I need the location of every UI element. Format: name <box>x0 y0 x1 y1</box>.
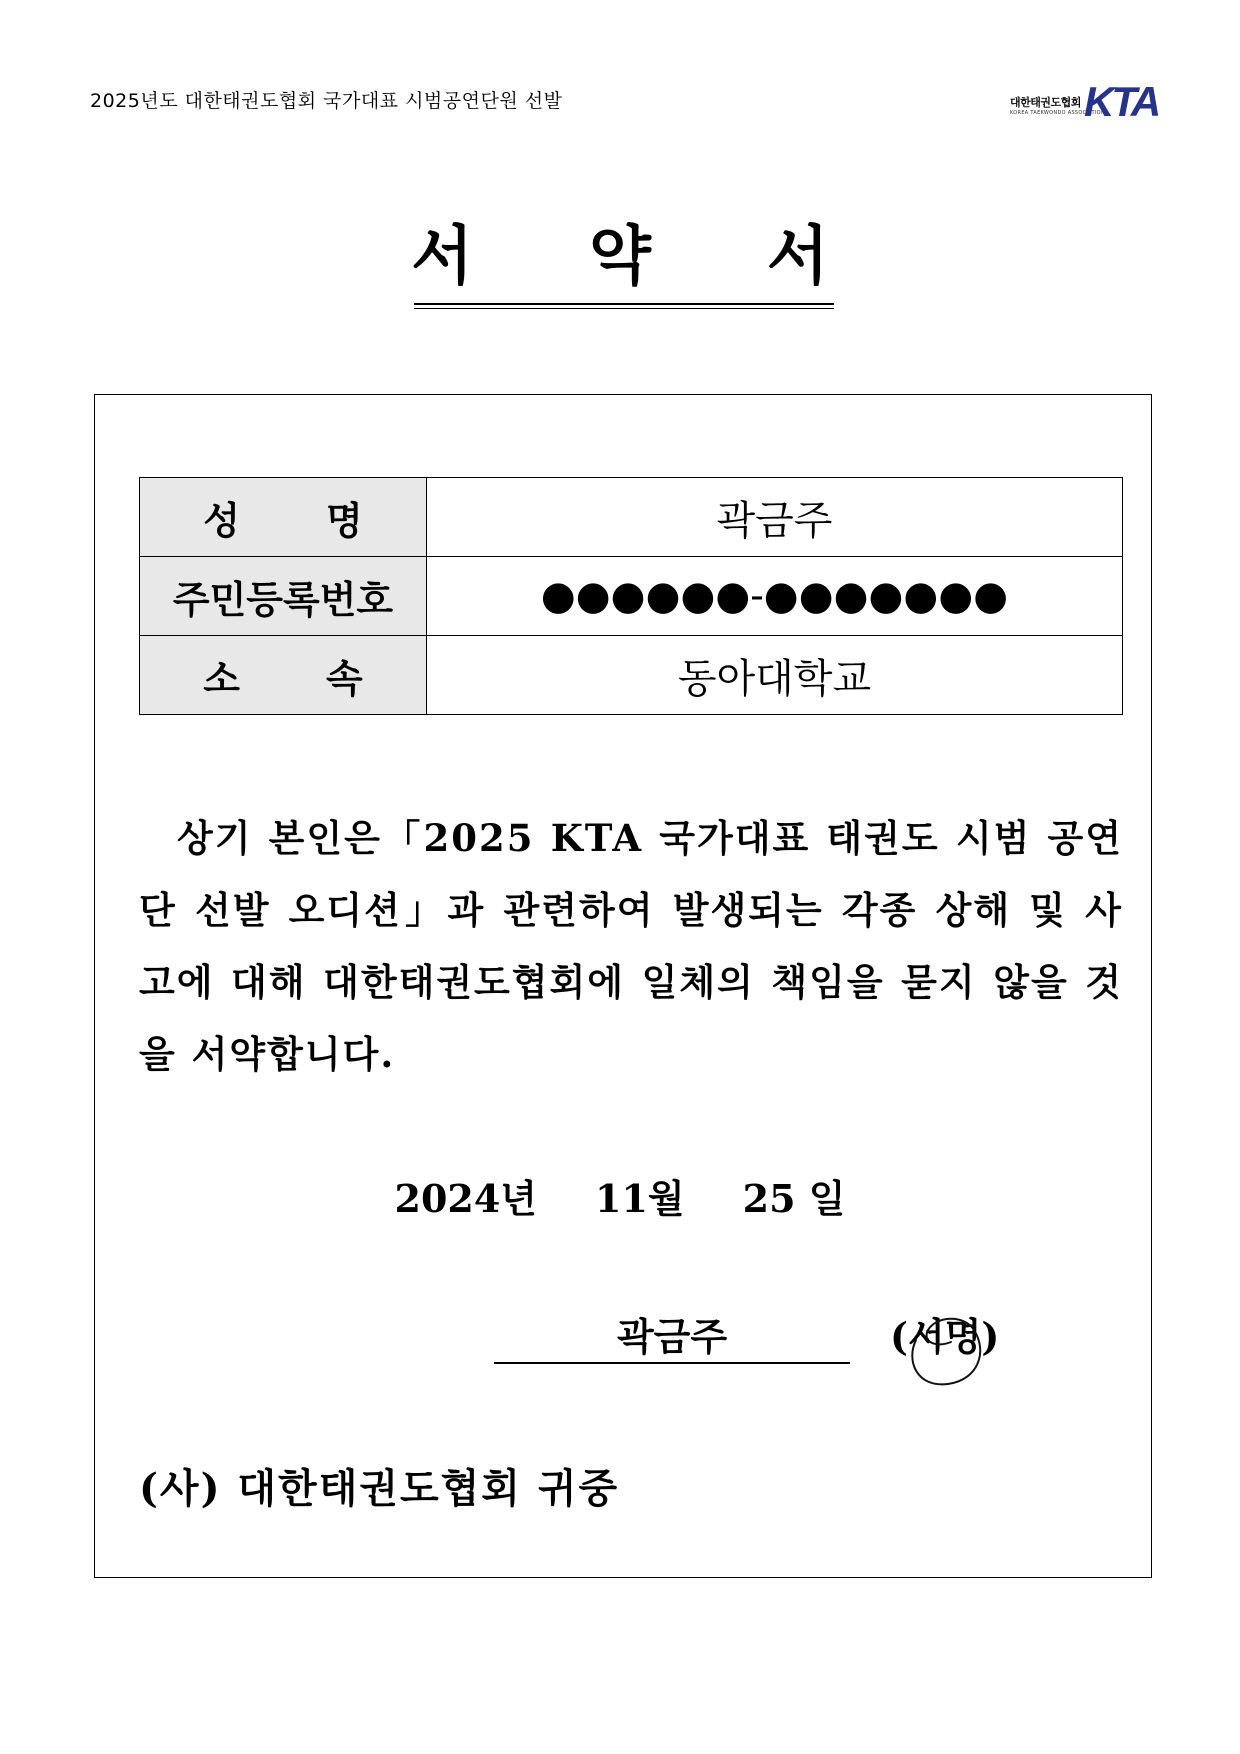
title-char: 약 <box>589 219 651 294</box>
kta-logo <box>1010 80 1160 128</box>
pledge-date <box>0 1168 1240 1223</box>
document-title <box>0 205 1240 297</box>
table-row-name <box>140 478 1123 557</box>
date-month: 11월 <box>595 1176 685 1221</box>
logo-mark: KTA <box>1084 78 1159 125</box>
date-day: 25 일 <box>742 1176 846 1221</box>
affiliation-value: 동아대학교 <box>427 636 1123 715</box>
name-value: 곽금주 <box>427 478 1123 557</box>
table-row-id <box>140 557 1123 636</box>
title-char: 서 <box>766 219 829 294</box>
signature-mark-label: (서명) <box>890 1314 1000 1359</box>
signer-name: 곽금주 <box>616 1314 728 1359</box>
name-label: 성명 <box>140 478 427 557</box>
id-number-label: 주민등록번호 <box>140 557 427 636</box>
header-text: 2025년도 대한태권도협회 국가대표 시범공연단원 선발 <box>90 90 563 112</box>
logo-korean-name: 대한태권도협회 <box>1010 96 1081 109</box>
logo-english-name: KOREA TAEKWONDO ASSOCIATION <box>1010 110 1105 116</box>
handwritten-signature <box>896 1300 1006 1395</box>
id-number-value: ●●●●●●-●●●●●●● <box>427 557 1123 636</box>
title-underline-secondary <box>414 308 834 309</box>
table-row-affiliation <box>140 636 1123 715</box>
signature-line <box>494 1362 850 1364</box>
pledge-statement: 상기 본인은「2025 KTA 국가대표 태권도 시범 공연단 선발 오디션」과 관련하여 발생되는 각종 상해 및 사고에 대해 대한태권도협회에 일체의 책임을 묻지 않을 것을 서약합니다. <box>139 816 1123 1076</box>
title-underline <box>414 303 834 305</box>
title-char: 서 <box>411 219 474 294</box>
applicant-info-table <box>139 477 1123 715</box>
date-year: 2024년 <box>394 1176 538 1221</box>
addressee: (사) 대한태권도협회 귀중 <box>139 1465 620 1512</box>
affiliation-label: 소속 <box>140 636 427 715</box>
